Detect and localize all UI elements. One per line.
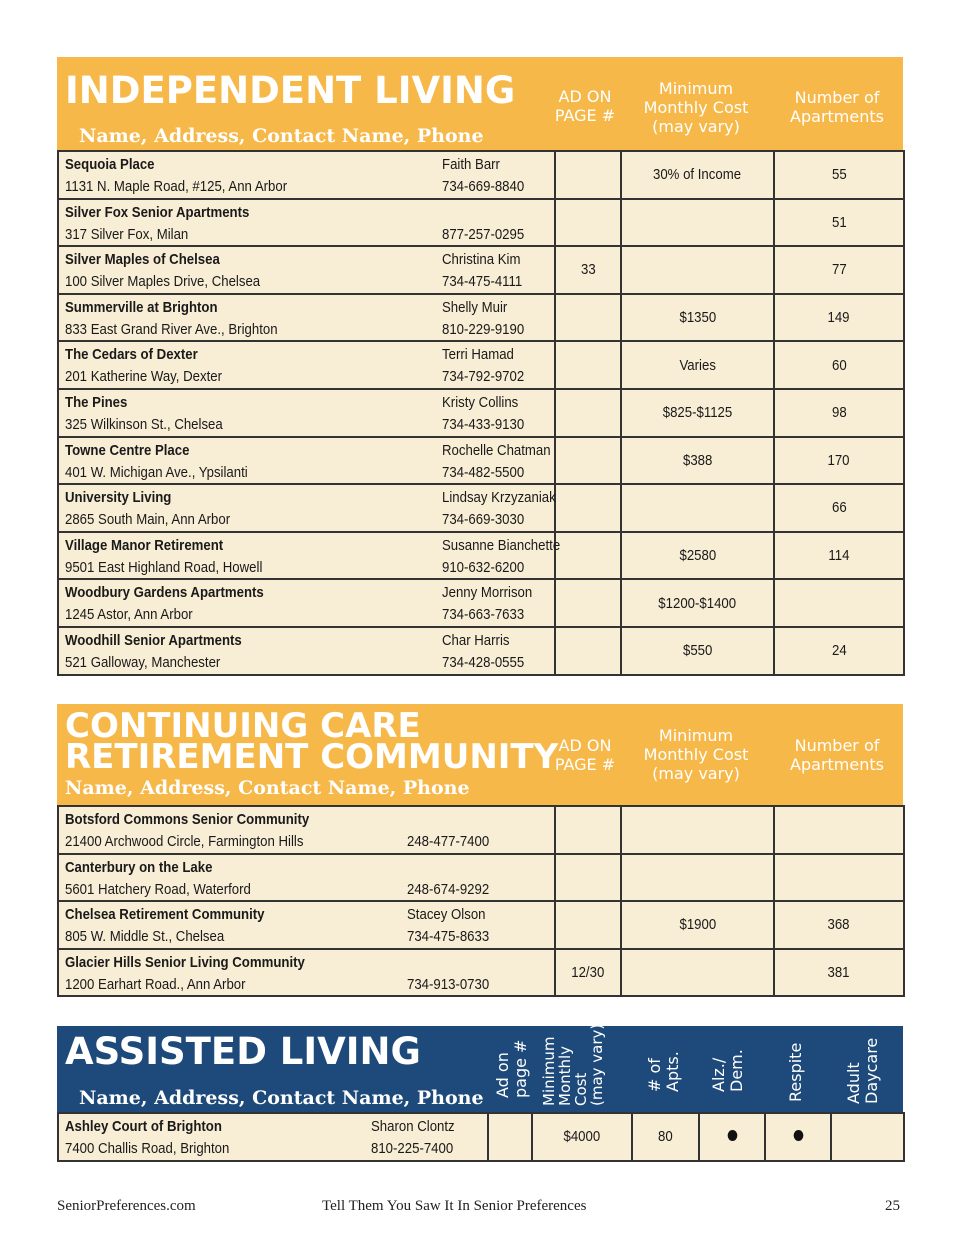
listing-name: Village Manor Retirement [65, 536, 224, 554]
listing-name-cell [58, 246, 555, 294]
alz-dem-cell [699, 1113, 765, 1161]
table-row [58, 1113, 904, 1161]
table-row [58, 389, 904, 437]
section-title-line2: RETIREMENT COMMUNITY [65, 737, 559, 777]
min-cost-cell [621, 806, 774, 854]
listing-name-cell [58, 294, 555, 342]
ad-page-cell [555, 806, 621, 854]
table-row [58, 294, 904, 342]
num-apts-cell: 55 [774, 151, 904, 199]
ad-page-cell [555, 627, 621, 675]
listing-name-cell [58, 199, 555, 247]
min-cost-cell [621, 484, 774, 532]
listing-name: Canterbury on the Lake [65, 858, 213, 876]
num-apts-cell: 80 [632, 1113, 699, 1161]
listing-phone: 810-229-9190 [442, 320, 525, 338]
listing-name-cell [58, 854, 555, 902]
num-apts-cell: 98 [774, 389, 904, 437]
num-apts-cell: 51 [774, 199, 904, 247]
col-ad-page: Ad on page # [493, 1039, 530, 1098]
listing-phone: 877-257-0295 [442, 225, 525, 243]
respite-cell [765, 1113, 831, 1161]
num-apts-cell [774, 579, 904, 627]
col-num-apts: # of Apts. [645, 1051, 682, 1092]
min-cost-cell: $1900 [621, 901, 774, 949]
adult-daycare-cell [831, 1113, 904, 1161]
col-num-apts: Number of Apartments [790, 736, 884, 774]
num-apts-cell: 149 [774, 294, 904, 342]
listing-contact: Sharon Clontz [371, 1118, 455, 1135]
listing-contact: Christina Kim [442, 251, 521, 269]
listing-address: 2865 South Main, Ann Arbor [65, 511, 231, 529]
ad-page-cell [555, 484, 621, 532]
listing-address: 9501 East Highland Road, Howell [65, 558, 263, 576]
col-ad-page: AD ON PAGE # [554, 87, 616, 125]
listing-address: 1200 Earhart Road., Ann Arbor [65, 975, 246, 993]
listing-phone: 734-475-8633 [407, 928, 490, 946]
table-row [58, 532, 904, 580]
listing-phone: 734-669-3030 [442, 511, 525, 529]
ccrc-table [57, 805, 905, 997]
listing-name: Silver Fox Senior Apartments [65, 203, 250, 221]
min-cost-cell: $550 [621, 627, 774, 675]
ad-page-cell: 12/30 [555, 949, 621, 997]
min-cost-cell [621, 199, 774, 247]
bullet-icon [793, 1130, 803, 1141]
num-apts-cell: 77 [774, 246, 904, 294]
num-apts-cell: 381 [774, 949, 904, 997]
listing-address: 833 East Grand River Ave., Brighton [65, 320, 278, 338]
listing-phone: 734-792-9702 [442, 368, 525, 386]
listing-phone: 734-475-4111 [442, 273, 523, 291]
listing-name: Ashley Court of Brighton [65, 1118, 222, 1135]
listing-address: 21400 Archwood Circle, Farmington Hills [65, 833, 304, 850]
section-subtitle: Name, Address, Contact Name, Phone [79, 1087, 484, 1109]
ad-page-cell [555, 389, 621, 437]
listing-name-cell [58, 532, 561, 580]
listing-name: Glacier Hills Senior Living Community [65, 953, 305, 971]
min-cost-cell: Varies [621, 341, 774, 389]
listing-name: Botsford Commons Senior Community [65, 811, 310, 828]
col-min-cost: Minimum Monthly Cost (may vary) [540, 1023, 606, 1106]
assisted-living-table [57, 1112, 905, 1162]
independent-living-table [57, 150, 905, 676]
min-cost-cell: $388 [621, 437, 774, 485]
min-cost-cell: $1200-$1400 [621, 579, 774, 627]
footer-website: SeniorPreferences.com [57, 1198, 196, 1214]
listing-name: The Cedars of Dexter [65, 346, 198, 364]
ad-page-cell [555, 151, 621, 199]
listing-address: 5601 Hatchery Road, Waterford [65, 880, 251, 898]
table-row [58, 151, 904, 199]
num-apts-cell: 66 [774, 484, 904, 532]
listing-name: University Living [65, 489, 172, 507]
col-ad-page: AD ON PAGE # [554, 736, 616, 774]
num-apts-cell: 24 [774, 627, 904, 675]
listing-phone: 248-477-7400 [407, 833, 490, 850]
section-title-line1: CONTINUING CARE [65, 706, 421, 746]
min-cost-cell: $4000 [532, 1113, 632, 1161]
listing-name: Woodhill Senior Apartments [65, 631, 242, 649]
table-row [58, 579, 904, 627]
listing-phone: 248-674-9292 [407, 880, 490, 898]
table-row [58, 854, 904, 902]
listing-name-cell [58, 151, 555, 199]
listing-name: Chelsea Retirement Community [65, 906, 265, 924]
assisted-living-header [57, 1023, 903, 1112]
listing-address: 7400 Challis Road, Brighton [65, 1140, 230, 1157]
table-row [58, 199, 904, 247]
assisted-living-section [57, 1023, 903, 1162]
ad-page-cell [555, 854, 621, 902]
listing-name: Woodbury Gardens Apartments [65, 584, 264, 602]
ad-page-cell [555, 579, 621, 627]
table-row [58, 246, 904, 294]
table-row [58, 627, 904, 675]
min-cost-cell [621, 246, 774, 294]
listing-phone: 734-482-5500 [442, 463, 525, 481]
listing-name-cell [58, 437, 555, 485]
table-row [58, 437, 904, 485]
min-cost-cell [621, 854, 774, 902]
col-num-apts: Number of Apartments [790, 88, 884, 126]
footer-tagline: Tell Them You Saw It In Senior Preferences [322, 1198, 587, 1214]
listing-address: 100 Silver Maples Drive, Chelsea [65, 273, 261, 291]
col-min-cost: Minimum Monthly Cost (may vary) [643, 726, 749, 783]
listing-name: Summerville at Brighton [65, 298, 218, 316]
listing-name-cell [58, 1113, 488, 1161]
listing-contact: Jenny Morrison [442, 584, 533, 602]
listing-address: 1245 Astor, Ann Arbor [65, 606, 193, 624]
listing-phone: 734-669-8840 [442, 178, 525, 195]
listing-phone: 734-428-0555 [442, 653, 525, 671]
listing-name: Towne Centre Place [65, 441, 190, 459]
num-apts-cell: 170 [774, 437, 904, 485]
listing-contact: Stacey Olson [407, 906, 486, 924]
table-row [58, 341, 904, 389]
listing-contact: Rochelle Chatman [442, 441, 551, 459]
section-subtitle: Name, Address, Contact Name, Phone [79, 125, 484, 147]
num-apts-cell: 114 [774, 532, 904, 580]
listing-address: 317 Silver Fox, Milan [65, 225, 189, 243]
ad-page-cell [555, 532, 621, 580]
listing-contact: Char Harris [442, 631, 510, 649]
min-cost-cell: $1350 [621, 294, 774, 342]
listing-address: 805 W. Middle St., Chelsea [65, 928, 225, 946]
listing-phone: 734-913-0730 [407, 975, 490, 993]
listing-phone: 910-632-6200 [442, 558, 525, 576]
listing-contact: Kristy Collins [442, 393, 519, 411]
table-row [58, 806, 904, 854]
listing-address: 401 W. Michigan Ave., Ypsilanti [65, 463, 248, 481]
section-subtitle: Name, Address, Contact Name, Phone [65, 777, 470, 799]
independent-living-section [57, 57, 903, 676]
num-apts-cell: 60 [774, 341, 904, 389]
listing-address: 521 Galloway, Manchester [65, 653, 221, 671]
listing-contact: Faith Barr [442, 156, 500, 173]
col-min-cost: Minimum Monthly Cost (may vary) [643, 79, 749, 136]
listing-name-cell [58, 949, 555, 997]
min-cost-cell: $825-$1125 [621, 389, 774, 437]
listing-address: 1131 N. Maple Road, #125, Ann Arbor [65, 178, 288, 195]
ad-page-cell [555, 341, 621, 389]
table-row [58, 949, 904, 997]
listing-phone: 734-433-9130 [442, 415, 525, 433]
listing-phone: 810-225-7400 [371, 1140, 454, 1157]
num-apts-cell: 368 [774, 901, 904, 949]
min-cost-cell: 30% of Income [621, 151, 774, 199]
ad-page-cell [555, 437, 621, 485]
listing-name-cell [58, 389, 555, 437]
listing-name-cell [58, 341, 555, 389]
listing-name: Silver Maples of Chelsea [65, 251, 220, 269]
listing-address: 201 Katherine Way, Dexter [65, 368, 223, 386]
ccrc-header [57, 704, 903, 805]
section-title: ASSISTED LIVING [65, 1030, 421, 1073]
section-title: INDEPENDENT LIVING [65, 69, 516, 112]
listing-name: The Pines [65, 393, 128, 411]
listing-address: 325 Wilkinson St., Chelsea [65, 415, 223, 433]
listing-name-cell [58, 579, 555, 627]
listing-name-cell [58, 627, 555, 675]
table-row [58, 901, 904, 949]
listing-name-cell [58, 901, 555, 949]
listing-contact: Susanne Bianchette [442, 536, 561, 554]
listing-name: Sequoia Place [65, 156, 155, 173]
col-alz-dem: Alz./ Dem. [709, 1049, 746, 1092]
ad-page-cell [488, 1113, 532, 1161]
listing-name-cell [58, 806, 555, 854]
col-adult-daycare: Adult Daycare [844, 1037, 881, 1104]
ad-page-cell [555, 901, 621, 949]
listing-contact: Lindsay Krzyzaniak [442, 489, 556, 507]
num-apts-cell [774, 806, 904, 854]
min-cost-cell: $2580 [621, 532, 774, 580]
num-apts-cell [774, 854, 904, 902]
ad-page-cell: 33 [555, 246, 621, 294]
listing-phone: 734-663-7633 [442, 606, 525, 624]
min-cost-cell [621, 949, 774, 997]
listing-contact: Terri Hamad [442, 346, 514, 364]
listing-name-cell [58, 484, 555, 532]
bullet-icon [727, 1130, 737, 1141]
ad-page-cell [555, 294, 621, 342]
ad-page-cell [555, 199, 621, 247]
listing-contact: Shelly Muir [442, 298, 508, 316]
independent-living-header [57, 57, 903, 150]
col-respite: Respite [786, 1042, 805, 1102]
table-row [58, 484, 904, 532]
page-number: 25 [885, 1198, 900, 1214]
ccrc-section [57, 704, 903, 997]
